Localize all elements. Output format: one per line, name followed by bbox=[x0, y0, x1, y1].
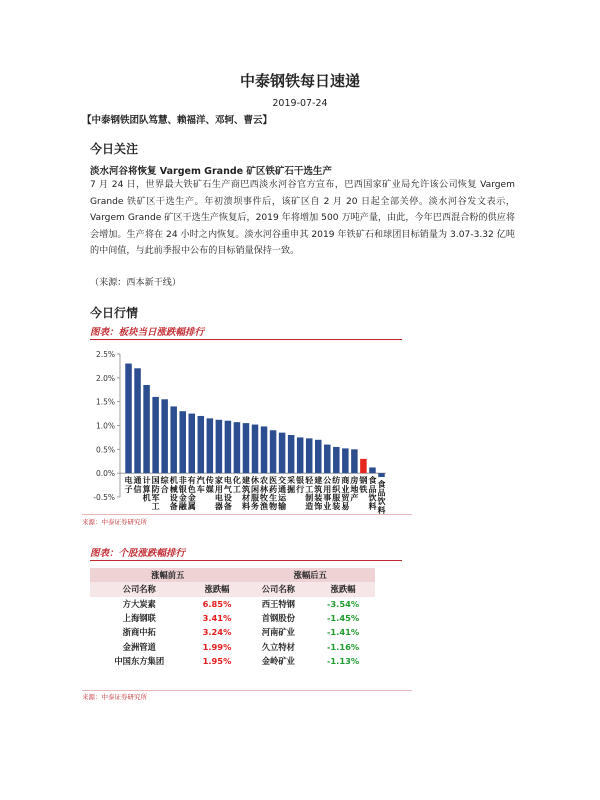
top-change: 3.24% bbox=[202, 627, 232, 638]
table-row bbox=[90, 639, 375, 653]
bar bbox=[279, 433, 286, 474]
bar bbox=[351, 449, 358, 473]
bottom-change: -1.41% bbox=[326, 627, 360, 638]
x-tick-label: 采掘 bbox=[287, 476, 296, 494]
bar bbox=[143, 385, 150, 473]
bottom-change: -1.13% bbox=[326, 655, 360, 666]
x-tick-label: 综合 bbox=[160, 476, 169, 494]
table-row bbox=[90, 654, 375, 668]
report-date: 2019-07-24 bbox=[272, 98, 328, 109]
bar bbox=[315, 440, 322, 473]
bar bbox=[243, 423, 250, 473]
sector-figure-header bbox=[90, 325, 402, 340]
x-tick-label: 建筑装饰 bbox=[314, 476, 323, 511]
y-tick-label: 2.5% bbox=[95, 350, 115, 359]
top-change: 1.99% bbox=[202, 641, 232, 652]
top-change: 6.85% bbox=[202, 598, 232, 609]
bar bbox=[225, 421, 232, 473]
bar bbox=[306, 438, 313, 473]
bar bbox=[216, 420, 223, 473]
bar bbox=[179, 411, 186, 473]
y-tick-label: 1.0% bbox=[95, 421, 115, 431]
stock-figure-source: 来源：中泰证券研究所 bbox=[82, 693, 147, 701]
top-change: 1.95% bbox=[202, 655, 232, 666]
bar bbox=[288, 435, 295, 473]
x-tick-label: 汽车 bbox=[196, 476, 205, 494]
bar bbox=[152, 397, 159, 473]
stock-figure-header bbox=[90, 546, 402, 561]
col-header: 公司名称 bbox=[246, 582, 312, 596]
x-tick-label: 银行 bbox=[296, 476, 305, 494]
stock-ranking-table bbox=[90, 568, 375, 668]
article-paragraph: 7 月 24 日，世界最大铁矿石生产商巴西淡水河谷官方宣布，巴西国家矿业局允许该公司恢复 Vargem Grande 铁矿区干选生产。年初溃坝事件后，该矿区自 2 月 20 日起全部关停。淡水河谷发文表示，Vargem Grande 矿区干选生产恢复后，2019 年将增加 500 万吨产量，由此，今年巴西混合粉的供应将会增加。生产将在 24 小时之内恢复。淡水河谷重申其 2019 年铁矿石和球团目标销量为 3.07-3.32 亿吨的中间值，与此前季报中公布的目标销量保持一致。 bbox=[90, 180, 515, 256]
y-tick-label: 1.5% bbox=[95, 397, 115, 407]
stock-figure-title: 图表：个股涨跌幅排行 bbox=[90, 548, 186, 559]
bottom-change: -1.45% bbox=[326, 613, 360, 624]
bottom-company-name: 河南矿业 bbox=[261, 627, 295, 638]
y-tick-label: -0.5% bbox=[93, 493, 115, 502]
table-row bbox=[90, 597, 375, 611]
col-header: 涨跌幅 bbox=[311, 582, 375, 596]
x-tick-label: 建筑材料 bbox=[241, 476, 250, 511]
article-title: 淡水河谷将恢复 Vargem Grande 矿区铁矿石干选生产 bbox=[90, 166, 332, 177]
table-row bbox=[90, 611, 375, 625]
section-heading-market: 今日行情 bbox=[90, 306, 139, 320]
table-row bbox=[90, 625, 375, 639]
x-tick-label: 传媒 bbox=[205, 476, 214, 494]
bottom-company-name: 首钢股份 bbox=[261, 613, 295, 624]
bottom-company-name: 久立特材 bbox=[261, 641, 295, 652]
bar bbox=[161, 399, 168, 473]
x-tick-label: 家用电器 bbox=[214, 476, 223, 511]
figure-divider bbox=[82, 514, 412, 515]
x-tick-label: 化工 bbox=[232, 476, 241, 494]
x-tick-label: 计算机 bbox=[142, 476, 151, 503]
bottom-company-name: 金岭矿业 bbox=[261, 655, 295, 666]
figure-divider bbox=[82, 690, 412, 691]
x-tick-label: 通信 bbox=[133, 476, 142, 494]
top-company-name: 上海钢联 bbox=[122, 613, 156, 624]
x-tick-label: 电子 bbox=[124, 476, 133, 494]
x-tick-label: 商业贸易 bbox=[341, 476, 350, 511]
col-header: 涨跌幅 bbox=[189, 582, 246, 596]
x-tick-label: 机械设备 bbox=[169, 476, 178, 511]
bar bbox=[234, 422, 241, 473]
bottom-change: -1.16% bbox=[326, 641, 360, 652]
top-company-name: 浙商中拓 bbox=[122, 627, 156, 638]
author-team: 【中泰钢铁团队笃慧、赖福洋、邓轲、曹云】 bbox=[82, 115, 273, 126]
bar bbox=[198, 416, 205, 473]
table-group-header-row bbox=[90, 568, 375, 582]
x-tick-label: 公用事业 bbox=[323, 476, 332, 511]
bar bbox=[261, 426, 268, 473]
bar bbox=[189, 414, 196, 474]
section-heading-focus: 今日关注 bbox=[90, 142, 139, 156]
x-tick-label: 钢铁 bbox=[359, 476, 368, 494]
x-tick-label: 纺织服装 bbox=[332, 476, 341, 511]
bar bbox=[324, 445, 331, 474]
bar bbox=[207, 418, 214, 473]
bar bbox=[252, 425, 259, 474]
bottom-change: -3.54% bbox=[326, 598, 360, 609]
bar bbox=[297, 437, 304, 473]
article-source: （来源：西本新干线） bbox=[90, 278, 181, 288]
top-change: 3.41% bbox=[202, 613, 232, 624]
group-header-top: 涨幅前五 bbox=[90, 568, 246, 582]
bar bbox=[333, 447, 340, 473]
x-tick-label: 轻工制造 bbox=[305, 476, 314, 511]
x-tick-label: 食品饮料 bbox=[368, 476, 377, 511]
group-header-bottom: 涨幅后五 bbox=[246, 568, 376, 582]
bar bbox=[342, 448, 349, 473]
x-tick-label: 非银金融 bbox=[178, 476, 187, 511]
bar bbox=[134, 368, 141, 473]
top-company-name: 方大炭素 bbox=[122, 598, 156, 609]
x-tick-label: 交通运输 bbox=[278, 476, 287, 511]
y-tick-label: 0.5% bbox=[95, 445, 115, 455]
top-company-name: 金洲管道 bbox=[122, 641, 156, 652]
x-tick-label: 电气设备 bbox=[223, 476, 232, 511]
x-tick-label: 农林牧渔 bbox=[260, 476, 269, 511]
sector-figure-source: 来源：中泰证券研究所 bbox=[82, 518, 147, 526]
bar bbox=[378, 473, 385, 477]
table-column-header-row bbox=[90, 582, 375, 596]
col-header: 公司名称 bbox=[90, 582, 189, 596]
y-tick-label: 0.0% bbox=[95, 469, 115, 479]
bar bbox=[369, 467, 376, 473]
bar bbox=[170, 406, 177, 473]
sector-figure-title: 图表：板块当日涨跌幅排行 bbox=[90, 327, 205, 338]
x-tick-label: 食品饮料 bbox=[377, 479, 386, 514]
x-tick-label: 休闲服务 bbox=[251, 476, 259, 511]
bar bbox=[270, 430, 277, 473]
bottom-company-name: 西王特钢 bbox=[261, 598, 295, 609]
x-tick-label: 国防军工 bbox=[151, 476, 160, 511]
top-company-name: 中国东方集团 bbox=[114, 655, 165, 666]
x-tick-label: 房地产 bbox=[350, 476, 359, 503]
bar bbox=[125, 364, 132, 474]
x-tick-label: 医药生物 bbox=[269, 476, 278, 511]
report-title: 中泰钢铁每日速递 bbox=[239, 72, 360, 90]
bar bbox=[360, 459, 367, 473]
x-tick-label: 有色金属 bbox=[187, 476, 196, 511]
sector-bar-chart bbox=[90, 342, 400, 514]
y-tick-label: 2.0% bbox=[95, 373, 115, 383]
